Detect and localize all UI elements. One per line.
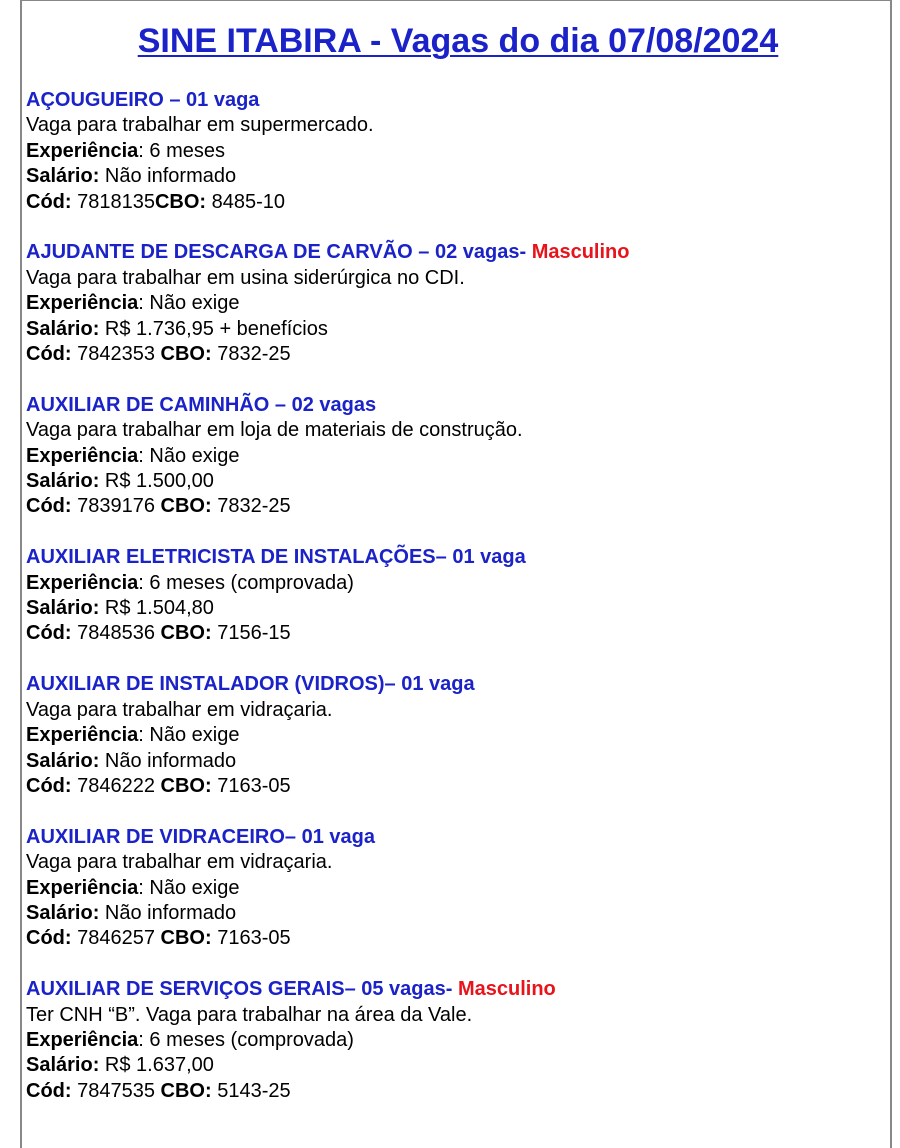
salary-label: Salário: xyxy=(26,597,100,620)
experience-label: Experiência xyxy=(26,724,139,747)
cbo-label: CBO: xyxy=(160,495,212,518)
job-title: AUXILIAR DE INSTALADOR (VIDROS)– 01 vaga xyxy=(26,673,475,696)
gender-tag: Masculino xyxy=(531,241,630,264)
cbo-label: CBO: xyxy=(160,622,212,645)
job-description: Vaga para trabalhar em vidraçaria. xyxy=(26,698,333,721)
page-title: SINE ITABIRA - Vagas do dia 07/08/2024 xyxy=(137,22,779,60)
job-listing xyxy=(26,393,886,520)
job-title: AJUDANTE DE DESCARGA DE CARVÃO – 02 vagas xyxy=(26,241,520,264)
code-label: Cód: xyxy=(26,190,72,213)
experience-label: Experiência xyxy=(26,571,139,594)
job-description: Vaga para trabalhar em vidraçaria. xyxy=(26,851,333,874)
code-value: 7842353 xyxy=(71,343,161,366)
code-value: 7839176 xyxy=(71,495,161,518)
salary-label: Salário: xyxy=(26,470,100,493)
cbo-label: CBO: xyxy=(154,190,207,213)
code-label: Cód: xyxy=(26,622,72,645)
cbo-value: 7163-05 xyxy=(211,927,291,950)
job-title: AÇOUGUEIRO – 01 vaga xyxy=(26,89,260,111)
job-title: AUXILIAR DE VIDRACEIRO– 01 vaga xyxy=(26,825,375,848)
salary-value: R$ 1.504,80 xyxy=(99,597,214,620)
job-listing xyxy=(26,240,886,367)
salary-label: Salário: xyxy=(26,901,100,924)
salary-value: R$ 1.637,00 xyxy=(99,1054,214,1077)
salary-value: R$ 1.736,95 + benefícios xyxy=(99,317,328,340)
cbo-value: 7156-15 xyxy=(211,622,291,645)
salary-label: Salário: xyxy=(26,749,100,772)
job-description: Vaga para trabalhar em usina siderúrgica no CDI. xyxy=(26,266,465,289)
job-list xyxy=(26,88,886,1130)
job-title: AUXILIAR ELETRICISTA DE INSTALAÇÕES– 01 vaga xyxy=(26,546,526,569)
document-page xyxy=(20,0,892,1148)
experience-label: Experiência xyxy=(26,292,139,315)
cbo-value: 7163-05 xyxy=(211,774,291,797)
experience-label: Experiência xyxy=(26,444,139,467)
experience-value: : Não exige xyxy=(138,876,240,899)
job-listing xyxy=(26,825,886,952)
cbo-value: 8485-10 xyxy=(206,190,286,213)
cbo-value: 7832-25 xyxy=(211,495,291,518)
job-description: Vaga para trabalhar em supermercado. xyxy=(26,114,374,137)
job-listing xyxy=(26,977,886,1104)
cbo-label: CBO: xyxy=(160,343,212,366)
salary-value: Não informado xyxy=(99,165,237,188)
cbo-label: CBO: xyxy=(160,1079,212,1102)
code-value: 7846257 xyxy=(71,927,161,950)
experience-value: : Não exige xyxy=(138,444,240,467)
experience-label: Experiência xyxy=(26,139,139,162)
job-listing xyxy=(26,672,886,799)
experience-value: : 6 meses xyxy=(138,139,225,162)
job-title-separator: - xyxy=(519,241,532,264)
code-label: Cód: xyxy=(26,495,72,518)
code-value: 7847535 xyxy=(71,1079,161,1102)
salary-label: Salário: xyxy=(26,1054,100,1077)
salary-value: Não informado xyxy=(99,901,237,924)
job-title-separator: - xyxy=(445,978,458,1001)
experience-label: Experiência xyxy=(26,876,139,899)
cbo-value: 7832-25 xyxy=(211,343,291,366)
experience-label: Experiência xyxy=(26,1028,139,1051)
code-value: 7846222 xyxy=(71,774,161,797)
code-value: 7818135 xyxy=(71,190,155,213)
code-value: 7848536 xyxy=(71,622,161,645)
job-listing xyxy=(26,545,886,647)
code-label: Cód: xyxy=(26,774,72,797)
salary-label: Salário: xyxy=(26,165,100,188)
salary-value: Não informado xyxy=(99,749,237,772)
job-title: AUXILIAR DE SERVIÇOS GERAIS– 05 vagas xyxy=(26,978,446,1001)
experience-value: : 6 meses (comprovada) xyxy=(138,571,354,594)
gender-tag: Masculino xyxy=(457,978,556,1001)
salary-label: Salário: xyxy=(26,317,100,340)
code-label: Cód: xyxy=(26,1079,72,1102)
experience-value: : Não exige xyxy=(138,724,240,747)
cbo-label: CBO: xyxy=(160,774,212,797)
job-listing xyxy=(26,88,886,215)
code-label: Cód: xyxy=(26,927,72,950)
experience-value: : 6 meses (comprovada) xyxy=(138,1028,354,1051)
job-description: Ter CNH “B”. Vaga para trabalhar na área da Vale. xyxy=(26,1003,473,1026)
job-description: Vaga para trabalhar em loja de materiais de construção. xyxy=(26,419,523,442)
salary-value: R$ 1.500,00 xyxy=(99,470,214,493)
cbo-value: 5143-25 xyxy=(211,1079,291,1102)
job-title: AUXILIAR DE CAMINHÃO – 02 vagas xyxy=(26,393,377,416)
cbo-label: CBO: xyxy=(160,927,212,950)
code-label: Cód: xyxy=(26,343,72,366)
experience-value: : Não exige xyxy=(138,292,240,315)
